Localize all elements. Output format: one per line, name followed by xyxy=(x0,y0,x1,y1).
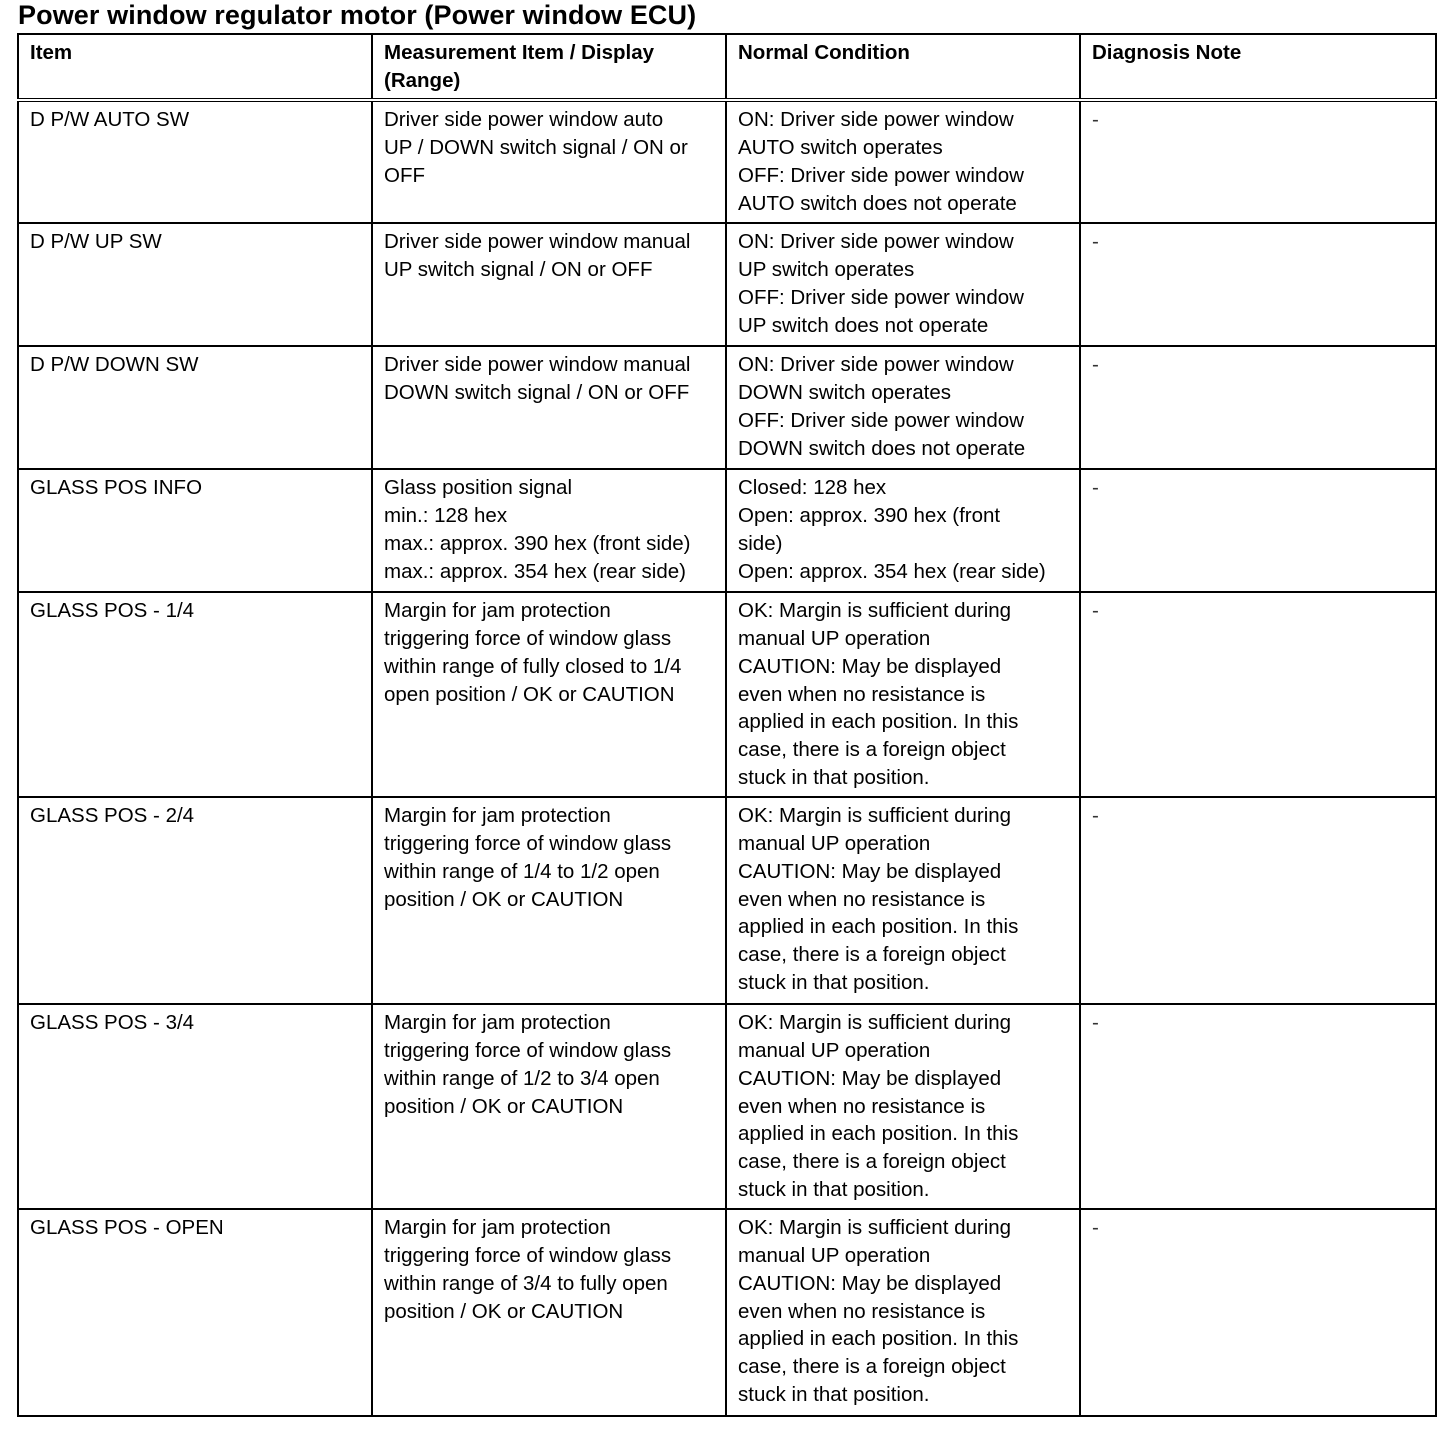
normal-condition-line: CAUTION: May be displayed xyxy=(738,1066,1002,1090)
measurement-line: Margin for jam protection xyxy=(384,804,611,828)
normal-condition-line: CAUTION: May be displayed xyxy=(738,859,1002,883)
measurement-line: open position / OK or CAUTION xyxy=(384,682,675,706)
measurement-line: DOWN switch signal / ON or OFF xyxy=(384,381,690,405)
table-row-d-pw-up-sw xyxy=(18,223,1436,346)
cell-item xyxy=(18,592,372,797)
diagnosis-note-value: - xyxy=(1092,230,1099,254)
table-row-d-pw-auto-sw xyxy=(18,100,1436,223)
normal-condition-line: manual UP operation xyxy=(738,1039,931,1063)
normal-condition-line: CAUTION: May be displayed xyxy=(738,654,1002,678)
cell-measurement xyxy=(372,1004,726,1209)
measurement-line: triggering force of window glass xyxy=(384,627,672,651)
measurement-line: Driver side power window auto xyxy=(384,108,664,132)
cell-normal-condition xyxy=(726,592,1080,797)
cell-measurement xyxy=(372,469,726,592)
measurement-line: within range of 1/2 to 3/4 open xyxy=(384,1066,660,1090)
header-item-label: Item xyxy=(30,41,73,64)
normal-condition-line: OK: Margin is sufficient during xyxy=(738,1216,1012,1240)
normal-condition-line: case, there is a foreign object xyxy=(738,737,1006,761)
cell-normal-condition xyxy=(726,100,1080,223)
table-row-glass-pos-open xyxy=(18,1209,1436,1416)
measurement-line: UP switch signal / ON or OFF xyxy=(384,258,653,282)
normal-condition-line: DOWN switch operates xyxy=(738,381,952,405)
cell-normal-condition xyxy=(726,346,1080,469)
item-name: GLASS POS - 2/4 xyxy=(30,804,195,828)
header-diagnosis-note xyxy=(1080,34,1436,100)
cell-measurement xyxy=(372,797,726,1004)
measurement-line: max.: approx. 354 hex (rear side) xyxy=(384,559,686,583)
normal-condition-line: UP switch operates xyxy=(738,258,915,282)
cell-item xyxy=(18,223,372,346)
measurement-line: Driver side power window manual xyxy=(384,230,691,254)
normal-condition-line: applied in each position. In this xyxy=(738,915,1019,939)
cell-item xyxy=(18,346,372,469)
cell-measurement xyxy=(372,1209,726,1416)
normal-condition-line: side) xyxy=(738,531,783,555)
cell-measurement xyxy=(372,592,726,797)
table-header xyxy=(18,34,1436,100)
normal-condition-line: ON: Driver side power window xyxy=(738,353,1014,377)
measurement-line: UP / DOWN switch signal / ON or xyxy=(384,136,688,160)
normal-condition-line: ON: Driver side power window xyxy=(738,108,1014,132)
cell-diagnosis-note xyxy=(1080,797,1436,1004)
header-measurement-range: (Range) xyxy=(384,68,461,92)
table-row-glass-pos-2-4 xyxy=(18,797,1436,1004)
cell-diagnosis-note xyxy=(1080,346,1436,469)
header-row xyxy=(18,34,1436,100)
normal-condition-line: manual UP operation xyxy=(738,1244,931,1268)
normal-condition-line: stuck in that position. xyxy=(738,970,930,994)
measurement-line: min.: 128 hex xyxy=(384,504,508,528)
table-body xyxy=(18,100,1436,1416)
normal-condition-line: stuck in that position. xyxy=(738,765,930,789)
diagnosis-note-value: - xyxy=(1092,108,1099,132)
normal-condition-line: AUTO switch operates xyxy=(738,136,943,160)
normal-condition-line: Open: approx. 390 hex (front xyxy=(738,504,1001,528)
header-normal-condition-label: Normal Condition xyxy=(738,41,910,64)
normal-condition-line: OK: Margin is sufficient during xyxy=(738,804,1012,828)
table-row-glass-pos-3-4 xyxy=(18,1004,1436,1209)
normal-condition-line: OFF: Driver side power window xyxy=(738,408,1024,432)
diagnosis-note-value: - xyxy=(1092,353,1099,377)
cell-item xyxy=(18,1209,372,1416)
measurement-line: triggering force of window glass xyxy=(384,1244,672,1268)
header-item xyxy=(18,34,372,100)
normal-condition-line: even when no resistance is xyxy=(738,887,986,911)
diagnosis-note-value: - xyxy=(1092,476,1099,500)
diagnosis-note-value: - xyxy=(1092,1011,1099,1035)
header-normal-condition xyxy=(726,34,1080,100)
normal-condition-line: case, there is a foreign object xyxy=(738,1354,1006,1378)
normal-condition-line: DOWN switch does not operate xyxy=(738,436,1026,460)
normal-condition-line: OFF: Driver side power window xyxy=(738,163,1024,187)
cell-item xyxy=(18,1004,372,1209)
normal-condition-line: OFF: Driver side power window xyxy=(738,285,1024,309)
table-row-glass-pos-1-4 xyxy=(18,592,1436,797)
measurement-line: Driver side power window manual xyxy=(384,353,691,377)
header-measurement xyxy=(372,34,726,100)
cell-diagnosis-note xyxy=(1080,469,1436,592)
page-title: Power window regulator motor (Power window ECU) xyxy=(18,0,697,30)
cell-normal-condition xyxy=(726,1004,1080,1209)
measurement-line: position / OK or CAUTION xyxy=(384,887,624,911)
cell-normal-condition xyxy=(726,469,1080,592)
measurement-line: Margin for jam protection xyxy=(384,599,611,623)
cell-item xyxy=(18,469,372,592)
measurement-line: within range of 1/4 to 1/2 open xyxy=(384,859,660,883)
measurement-line: Margin for jam protection xyxy=(384,1216,611,1240)
normal-condition-line: even when no resistance is xyxy=(738,682,986,706)
cell-normal-condition xyxy=(726,1209,1080,1416)
cell-measurement xyxy=(372,346,726,469)
normal-condition-line: manual UP operation xyxy=(738,832,931,856)
table-row-d-pw-down-sw xyxy=(18,346,1436,469)
cell-item xyxy=(18,100,372,223)
measurement-line: triggering force of window glass xyxy=(384,832,672,856)
cell-diagnosis-note xyxy=(1080,1004,1436,1209)
cell-normal-condition xyxy=(726,223,1080,346)
header-diagnosis-note-label: Diagnosis Note xyxy=(1092,41,1242,64)
measurement-line: within range of fully closed to 1/4 xyxy=(384,654,682,678)
normal-condition-line: OK: Margin is sufficient during xyxy=(738,1011,1012,1035)
item-name: D P/W UP SW xyxy=(30,230,162,254)
normal-condition-line: applied in each position. In this xyxy=(738,1327,1019,1351)
cell-diagnosis-note xyxy=(1080,223,1436,346)
measurement-line: within range of 3/4 to fully open xyxy=(384,1271,668,1295)
item-name: GLASS POS INFO xyxy=(30,476,203,500)
cell-diagnosis-note xyxy=(1080,100,1436,223)
measurement-line: OFF xyxy=(384,163,425,187)
item-name: D P/W AUTO SW xyxy=(30,108,190,132)
normal-condition-line: manual UP operation xyxy=(738,627,931,651)
measurement-line: triggering force of window glass xyxy=(384,1039,672,1063)
measurement-line: position / OK or CAUTION xyxy=(384,1094,624,1118)
normal-condition-line: applied in each position. In this xyxy=(738,710,1019,734)
normal-condition-line: CAUTION: May be displayed xyxy=(738,1271,1002,1295)
item-name: D P/W DOWN SW xyxy=(30,353,199,377)
header-measurement-label: Measurement Item / Display xyxy=(384,41,655,64)
normal-condition-line: case, there is a foreign object xyxy=(738,1149,1006,1173)
item-name: GLASS POS - 3/4 xyxy=(30,1011,195,1035)
measurement-line: Glass position signal xyxy=(384,476,573,500)
normal-condition-line: ON: Driver side power window xyxy=(738,230,1014,254)
cell-diagnosis-note xyxy=(1080,592,1436,797)
item-name: GLASS POS - OPEN xyxy=(30,1216,224,1240)
normal-condition-line: applied in each position. In this xyxy=(738,1122,1019,1146)
cell-diagnosis-note xyxy=(1080,1209,1436,1416)
cell-measurement xyxy=(372,100,726,223)
normal-condition-line: stuck in that position. xyxy=(738,1382,930,1406)
diagnosis-note-value: - xyxy=(1092,1216,1099,1240)
normal-condition-line: even when no resistance is xyxy=(738,1299,986,1323)
normal-condition-line: Open: approx. 354 hex (rear side) xyxy=(738,559,1046,583)
data-list-table xyxy=(17,33,1437,1417)
measurement-line: max.: approx. 390 hex (front side) xyxy=(384,531,691,555)
measurement-line: position / OK or CAUTION xyxy=(384,1299,624,1323)
cell-normal-condition xyxy=(726,797,1080,1004)
measurement-line: Margin for jam protection xyxy=(384,1011,611,1035)
normal-condition-line: AUTO switch does not operate xyxy=(738,191,1017,215)
normal-condition-line: case, there is a foreign object xyxy=(738,942,1006,966)
diagnosis-note-value: - xyxy=(1092,804,1099,828)
normal-condition-line: stuck in that position. xyxy=(738,1177,930,1201)
cell-item xyxy=(18,797,372,1004)
normal-condition-line: UP switch does not operate xyxy=(738,313,989,337)
diagnosis-note-value: - xyxy=(1092,599,1099,623)
item-name: GLASS POS - 1/4 xyxy=(30,599,195,623)
normal-condition-line: even when no resistance is xyxy=(738,1094,986,1118)
cell-measurement xyxy=(372,223,726,346)
table-row-glass-pos-info xyxy=(18,469,1436,592)
normal-condition-line: OK: Margin is sufficient during xyxy=(738,599,1012,623)
normal-condition-line: Closed: 128 hex xyxy=(738,476,887,500)
